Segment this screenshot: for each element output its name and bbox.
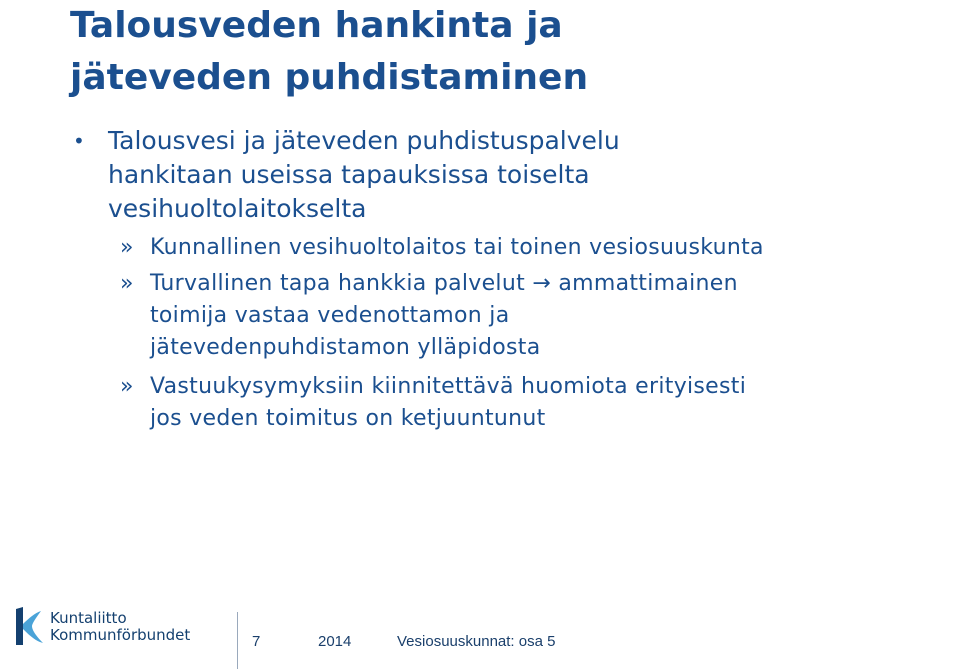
sub-bullet-2-line-2: toimija vastaa vedenottamon ja xyxy=(150,303,510,328)
sub-bullet-marker-icon: » xyxy=(120,374,134,399)
footer-divider xyxy=(237,612,238,669)
slide-title-line-1: Talousveden hankinta ja xyxy=(70,5,563,46)
sub-bullet-2 xyxy=(70,268,930,364)
footer-year: 2014 xyxy=(318,633,352,650)
logo-light-shape xyxy=(23,611,43,643)
sub-bullet-3 xyxy=(70,371,930,435)
logo-text-line-1: Kuntaliitto xyxy=(50,609,127,627)
sub-bullet-2-line-1: Turvallinen tapa hankkia palvelut → ammattimainen xyxy=(150,271,738,296)
main-bullet xyxy=(70,124,930,226)
page-number: 7 xyxy=(252,633,261,650)
logo-text-line-2: Kommunförbundet xyxy=(50,626,191,644)
sub-bullet-2-line-3: jätevedenpuhdistamon ylläpidosta xyxy=(150,335,541,360)
sub-bullet-marker-icon: » xyxy=(120,271,134,296)
slide-footer xyxy=(0,600,960,669)
sub-bullet-3-line-1: Vastuukysymyksiin kiinnitettävä huomiota erityisesti xyxy=(150,374,747,399)
footer-presentation-title: Vesiosuuskunnat: osa 5 xyxy=(397,633,556,650)
sub-bullet-3-line-2: jos veden toimitus on ketjuuntunut xyxy=(150,406,546,431)
slide-title-line-2: jäteveden puhdistaminen xyxy=(70,57,589,98)
main-bullet-line-2: hankitaan useissa tapauksissa toiselta xyxy=(108,160,590,189)
sub-bullet-marker-icon: » xyxy=(120,235,134,260)
kuntaliitto-logo-icon xyxy=(14,606,44,646)
main-bullet-line-3: vesihuoltolaitokselta xyxy=(108,194,367,223)
slide-title xyxy=(70,0,940,104)
logo-dark-shape xyxy=(16,607,23,645)
sub-bullet-1-line-1: Kunnallinen vesihuoltolaitos tai toinen vesiosuuskunta xyxy=(150,235,764,260)
main-bullet-line-1: Talousvesi ja jäteveden puhdistuspalvelu xyxy=(108,126,620,155)
sub-bullet-1 xyxy=(70,232,930,264)
logo-wordmark xyxy=(50,610,190,644)
bullet-icon: • xyxy=(73,129,85,153)
slide-content xyxy=(70,124,930,435)
